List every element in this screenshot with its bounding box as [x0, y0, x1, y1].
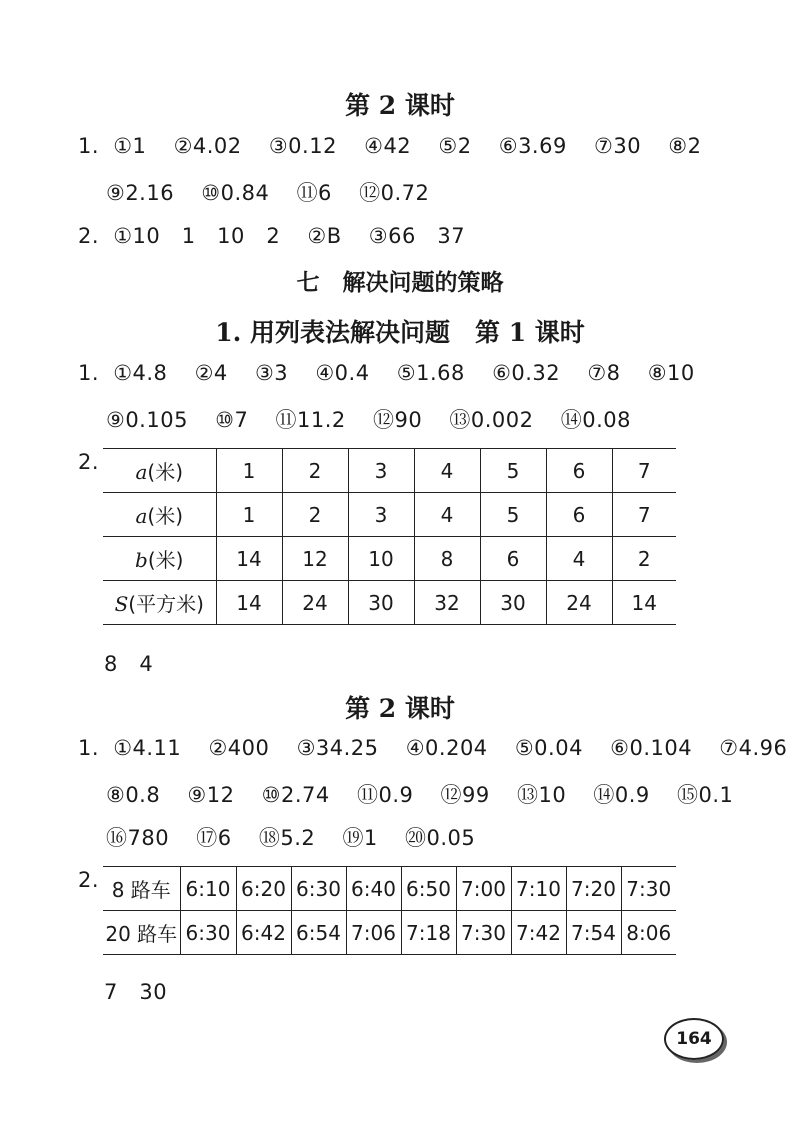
answer-item: ①10 1 10 2: [113, 224, 281, 248]
answer-line: [106, 177, 449, 207]
table-cell: 7: [612, 449, 676, 493]
section-title-list-method: 1. 用列表法解决问题 第 1 课时: [215, 318, 585, 347]
section-title-lesson-2b: 第 2 课时: [345, 694, 455, 723]
table-cell: 5: [480, 493, 546, 537]
table-cell: 14: [216, 581, 282, 625]
table-bus-schedule: [103, 866, 676, 955]
table-cell: 6:40: [346, 867, 401, 911]
answer-item: ③34.25: [296, 736, 379, 760]
question-number: 2.: [78, 450, 100, 474]
row-label: [103, 537, 216, 581]
answer-item: ①4.8: [113, 361, 168, 385]
row-label: 8 路车: [103, 867, 180, 911]
answer-item: ②B: [307, 224, 342, 248]
table-cell: 7:10: [511, 867, 566, 911]
table-cell: 1: [216, 493, 282, 537]
answer-item: ⑫99: [440, 783, 490, 807]
answer-item: ⑬10: [516, 783, 567, 807]
chapter-title: 七 解决问题的策略: [296, 269, 504, 296]
answer-item: ④0.204: [405, 736, 488, 760]
answer-item: ⑥0.104: [610, 736, 693, 760]
answer-item: ②400: [208, 736, 270, 760]
table-row: [103, 493, 676, 537]
answer-item: ⑪6: [296, 181, 332, 205]
page-number-badge: 164: [664, 1018, 724, 1060]
answer-item: ②4.02: [173, 134, 242, 158]
row-label: [103, 581, 216, 625]
table-cell: 4: [546, 537, 612, 581]
table-cell: 7:42: [511, 911, 566, 955]
table-cell: 30: [480, 581, 546, 625]
table-cell: 7:30: [456, 911, 511, 955]
table-cell: 6:20: [236, 867, 291, 911]
table-cell: 3: [348, 449, 414, 493]
table-area-dimensions: [103, 448, 676, 625]
table-cell: 7:06: [346, 911, 401, 955]
answer-item: ⑮0.1: [676, 783, 734, 807]
table-cell: 6: [480, 537, 546, 581]
table-cell: 6:30: [291, 867, 346, 911]
answer-item: ③0.12: [268, 134, 337, 158]
section-title-lesson-2: 第 2 课时: [345, 91, 455, 120]
table-row: [103, 581, 676, 625]
answer-item: ⑫0.72: [359, 181, 430, 205]
question-number: 2.: [78, 224, 100, 248]
answer-item: ⑤1.68: [396, 361, 465, 385]
table-row: [103, 537, 676, 581]
table-cell: 7:54: [566, 911, 621, 955]
answer-line: [106, 822, 495, 852]
table-cell: 6:50: [401, 867, 456, 911]
answer-line: [78, 220, 485, 250]
table-cell: 6:42: [236, 911, 291, 955]
table-cell: 12: [282, 537, 348, 581]
answer-item: ①4.11: [113, 736, 182, 760]
answer-item: ⑨2.16: [106, 181, 175, 205]
answer-item: ⑤2: [438, 134, 472, 158]
table-cell: 7:00: [456, 867, 511, 911]
answer-item: ③66 37: [368, 224, 466, 248]
answer-item: ②4: [194, 361, 228, 385]
table-cell: 7:30: [621, 867, 676, 911]
answer-item: ⑭0.08: [560, 408, 631, 432]
table-cell: 24: [282, 581, 348, 625]
answer-item: ⑩2.74: [261, 783, 330, 807]
table-cell: 14: [612, 581, 676, 625]
answer-item: ⑤0.04: [514, 736, 583, 760]
table-cell: 5: [480, 449, 546, 493]
variable-symbol: a: [135, 504, 148, 528]
answer-item: ④42: [364, 134, 412, 158]
answer-line: [78, 736, 787, 760]
table-cell: 6: [546, 449, 612, 493]
answer-item: ⑭0.9: [593, 783, 650, 807]
table-cell: 24: [546, 581, 612, 625]
row-label: [103, 493, 216, 537]
question-number: 2.: [78, 868, 100, 892]
table-row: [103, 449, 676, 493]
unit-label: (米): [147, 548, 184, 572]
unit-label: (米): [147, 460, 184, 484]
answer-line: [106, 404, 651, 434]
table-cell: 32: [414, 581, 480, 625]
table-cell: 10: [348, 537, 414, 581]
answer-item: ⑳0.05: [405, 826, 476, 850]
answer-item: ⑱5.2: [258, 826, 316, 850]
answer-item: ①1: [113, 134, 147, 158]
answer-item: ⑪11.2: [275, 408, 346, 432]
question-number: 1.: [78, 134, 100, 158]
answer-item: ⑬0.002: [449, 408, 534, 432]
answer-line: [78, 134, 721, 158]
answer-text: 7 30: [104, 980, 168, 1004]
answer-item: ⑪0.9: [356, 783, 414, 807]
row-label: [103, 449, 216, 493]
table-cell: 4: [414, 449, 480, 493]
table-cell: 14: [216, 537, 282, 581]
answer-line: [78, 361, 715, 385]
variable-symbol: S: [114, 592, 129, 616]
table-cell: 4: [414, 493, 480, 537]
answer-item: ⑥3.69: [498, 134, 567, 158]
question-number: 1.: [78, 736, 100, 760]
answer-item: ⑯780: [106, 826, 170, 850]
question-number: 1.: [78, 361, 100, 385]
variable-symbol: b: [135, 548, 148, 572]
answer-item: ⑩7: [215, 408, 249, 432]
answer-item: ⑧10: [647, 361, 695, 385]
answer-item: ⑲1: [342, 826, 378, 850]
table-cell: 3: [348, 493, 414, 537]
table-cell: 7:18: [401, 911, 456, 955]
table-cell: 8: [414, 537, 480, 581]
answer-item: ⑨0.105: [106, 408, 188, 432]
table-cell: 6:30: [180, 911, 236, 955]
answer-item: ⑫90: [372, 408, 423, 432]
unit-label: (米): [147, 504, 184, 528]
answer-item: ⑦30: [594, 134, 642, 158]
table-cell: 2: [282, 493, 348, 537]
table-cell: 6: [546, 493, 612, 537]
table-cell: 1: [216, 449, 282, 493]
answer-line: [106, 779, 733, 809]
table-cell: 2: [612, 537, 676, 581]
answer-item: ⑧0.8: [106, 783, 161, 807]
answer-item: ⑦8: [587, 361, 621, 385]
table-cell: 6:54: [291, 911, 346, 955]
row-label: 20 路车: [103, 911, 180, 955]
answer-item: ⑧2: [668, 134, 702, 158]
answer-item: ⑰6: [196, 826, 232, 850]
answer-item: ③3: [254, 361, 289, 385]
unit-label: (平方米): [128, 592, 204, 616]
answer-item: ⑦4.96: [719, 736, 788, 760]
answer-item: ⑨12: [187, 783, 235, 807]
table-row: [103, 867, 676, 911]
table-cell: 8:06: [621, 911, 676, 955]
table-cell: 7: [612, 493, 676, 537]
table-cell: 6:10: [180, 867, 236, 911]
answer-item: ⑩0.84: [201, 181, 270, 205]
table-row: [103, 911, 676, 955]
table-cell: 7:20: [566, 867, 621, 911]
table-cell: 30: [348, 581, 414, 625]
table-cell: 2: [282, 449, 348, 493]
answer-text: 8 4: [104, 652, 154, 676]
variable-symbol: a: [135, 460, 148, 484]
answer-item: ④0.4: [315, 361, 370, 385]
answer-item: ⑥0.32: [492, 361, 561, 385]
